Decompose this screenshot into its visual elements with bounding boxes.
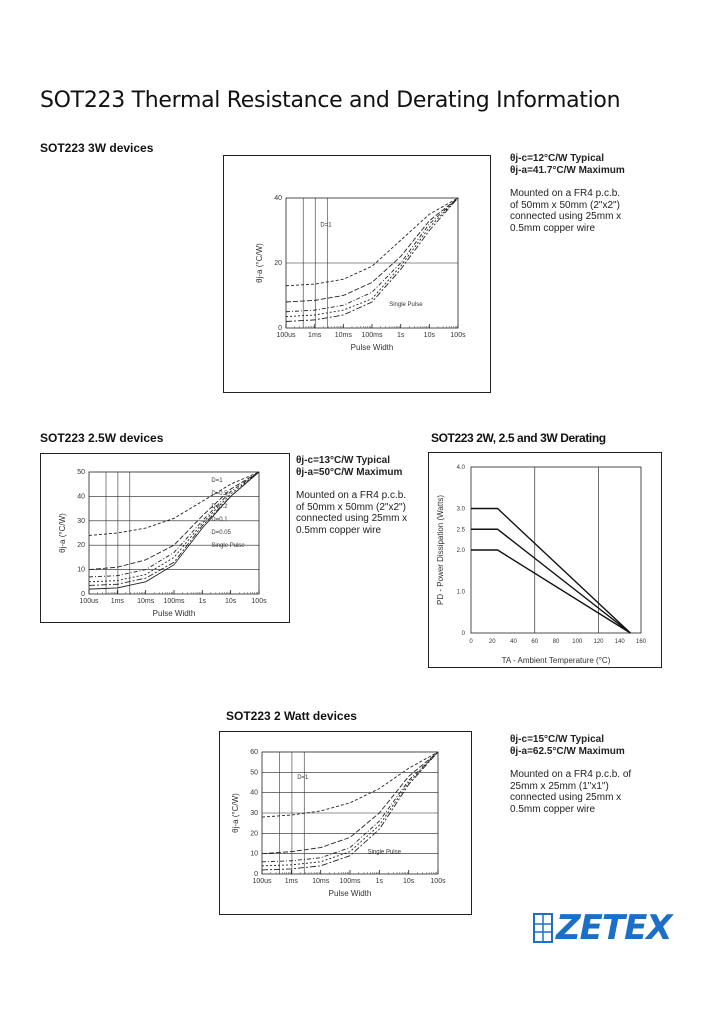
spec-maximum-2-5w: θj-a=50°C/W Maximum [296, 466, 403, 478]
y-tick-label: 2.5 [456, 527, 465, 534]
series-line-2 [262, 752, 438, 862]
y-tick-label: 50 [250, 769, 258, 777]
y-tick-label: 0 [81, 591, 85, 598]
y-tick-label: 0 [278, 325, 282, 332]
spec-typical-2w: θj-c=15°C/W Typical [510, 734, 604, 745]
x-tick-label: 10s [403, 878, 415, 885]
chart-panel-2-5w [40, 453, 290, 623]
x-tick-label: 100ms [339, 878, 361, 885]
legend-label: Single Pulse [211, 543, 245, 549]
legend-label: D=0.5 [211, 491, 228, 497]
x-tick-label: 140 [614, 639, 625, 645]
spec-maximum-3w: θj-a=41.7°C/W Maximum [510, 164, 625, 176]
x-tick-label: 1ms [110, 598, 124, 605]
spec-typical-3w: θj-c=12°C/W Typical [510, 153, 604, 164]
series-line-4 [89, 472, 259, 585]
mounting-note-2-5w: Mounted on a FR4 p.c.b. of 50mm x 50mm (2"x2") connected using 25mm x 0.5mm copper wire [296, 490, 408, 536]
x-tick-label: 80 [552, 639, 560, 645]
chart-3w [224, 156, 492, 394]
series-line-2 [286, 198, 458, 312]
y-tick-label: 4.0 [456, 465, 465, 471]
chart-panel-3w [223, 155, 491, 393]
x-tick-label: 100s [450, 332, 466, 339]
spec-block-2w [510, 734, 640, 815]
x-tick-label: 100 [572, 639, 583, 645]
x-tick-label: 100ms [361, 332, 383, 339]
series-line-0 [262, 752, 438, 817]
x-tick-label: 100ms [163, 598, 185, 605]
x-tick-label: 1s [198, 598, 207, 605]
series-line-4 [286, 198, 458, 322]
section-heading-derating: SOT223 2W, 2.5 and 3W Derating [431, 431, 606, 445]
y-tick-label: 10 [77, 566, 85, 574]
series-line-1 [286, 198, 458, 302]
y-tick-label: 20 [274, 260, 282, 267]
x-axis-label: Pulse Width [152, 609, 196, 618]
zetex-logo [532, 908, 672, 948]
y-axis-label: θj-a (°C/W) [231, 793, 240, 833]
section-heading-2w: SOT223 2 Watt devices [226, 709, 357, 723]
legend-label: D=1 [211, 478, 223, 484]
section-heading-3w: SOT223 3W devices [40, 141, 154, 155]
x-tick-label: 1ms [284, 878, 298, 885]
spec-typical-2-5w: θj-c=13°C/W Typical [296, 455, 390, 466]
y-tick-label: 30 [77, 517, 85, 525]
x-tick-label: 10ms [312, 878, 330, 885]
legend-label: D=0.05 [211, 530, 231, 536]
legend-label: D=1 [297, 774, 309, 781]
x-axis-label: TA - Ambient Temperature (°C) [501, 656, 611, 665]
x-tick-label: 10ms [334, 332, 352, 339]
chart-panel-2w [219, 731, 472, 915]
x-tick-label: 120 [593, 639, 604, 645]
section-heading-2-5w: SOT223 2.5W devices [40, 431, 164, 445]
legend-label: Single Pulse [389, 301, 423, 308]
page-title: SOT223 Thermal Resistance and Derating Information [40, 88, 621, 113]
series-line-3 [286, 198, 458, 317]
zetex-logo-icon [532, 912, 554, 946]
y-tick-label: 60 [250, 749, 258, 756]
x-tick-label: 100s [430, 878, 446, 885]
legend-label: Single Pulse [367, 849, 401, 856]
y-axis-label: PD - Power Dissipation (Watts) [436, 495, 445, 605]
x-tick-label: 100us [252, 878, 272, 885]
spec-maximum-2w: θj-a=62.5°C/W Maximum [510, 745, 625, 757]
y-tick-label: 0 [254, 871, 258, 878]
x-tick-label: 160 [635, 639, 647, 645]
y-tick-label: 3.0 [456, 506, 465, 513]
y-tick-label: 20 [250, 830, 258, 838]
y-tick-label: 30 [250, 810, 258, 817]
y-tick-label: 40 [77, 493, 85, 501]
y-tick-label: 50 [77, 469, 85, 476]
legend-label: D=0.1 [211, 517, 228, 523]
series-line-3 [89, 472, 259, 582]
spec-block-3w [510, 153, 630, 234]
x-tick-label: 10ms [137, 598, 155, 605]
derating-line-2W [471, 550, 630, 633]
y-axis-label: θj-a (°C/W) [58, 513, 67, 553]
chart-panel-derating [428, 452, 662, 668]
x-tick-label: 40 [510, 639, 517, 645]
series-line-0 [89, 472, 259, 535]
chart-2-5w [41, 454, 291, 624]
y-tick-label: 40 [274, 195, 282, 202]
x-tick-label: 60 [531, 639, 539, 645]
y-axis-label: θj-a (°C/W) [255, 243, 264, 283]
chart-2w [220, 732, 473, 916]
series-line-4 [262, 752, 438, 870]
x-axis-label: Pulse Width [350, 343, 394, 352]
x-tick-label: 100us [79, 598, 99, 605]
x-tick-label: 10s [423, 332, 435, 339]
y-tick-label: 10 [250, 850, 258, 858]
legend-label: D=1 [320, 222, 332, 229]
series-line-1 [262, 752, 438, 854]
x-tick-label: 0 [469, 639, 473, 645]
mounting-note-2w: Mounted on a FR4 p.c.b. of 25mm x 25mm (1"x1") connected using 25mm x 0.5mm copper wire [510, 769, 632, 815]
legend-label: D=0.2 [211, 504, 228, 510]
x-tick-label: 20 [488, 639, 496, 645]
chart-derating [429, 453, 663, 669]
x-tick-label: 100us [276, 332, 296, 339]
series-line-0 [286, 198, 458, 286]
y-tick-label: 1.0 [456, 589, 465, 596]
y-tick-label: 0 [461, 631, 465, 637]
y-tick-label: 2.0 [456, 548, 465, 554]
x-axis-label: Pulse Width [328, 889, 372, 898]
zetex-logo-text: ZETEX [556, 908, 672, 948]
x-tick-label: 10s [225, 598, 237, 605]
x-tick-label: 1s [396, 332, 405, 339]
x-tick-label: 100s [251, 598, 267, 605]
x-tick-label: 1s [375, 878, 384, 885]
spec-block-2-5w [296, 455, 410, 536]
mounting-note-3w: Mounted on a FR4 p.c.b. of 50mm x 50mm (2"x2") connected using 25mm x 0.5mm copper wire [510, 188, 622, 234]
series-line-3 [262, 752, 438, 866]
x-tick-label: 1ms [308, 332, 322, 339]
y-tick-label: 20 [77, 542, 85, 550]
y-tick-label: 40 [250, 789, 258, 797]
